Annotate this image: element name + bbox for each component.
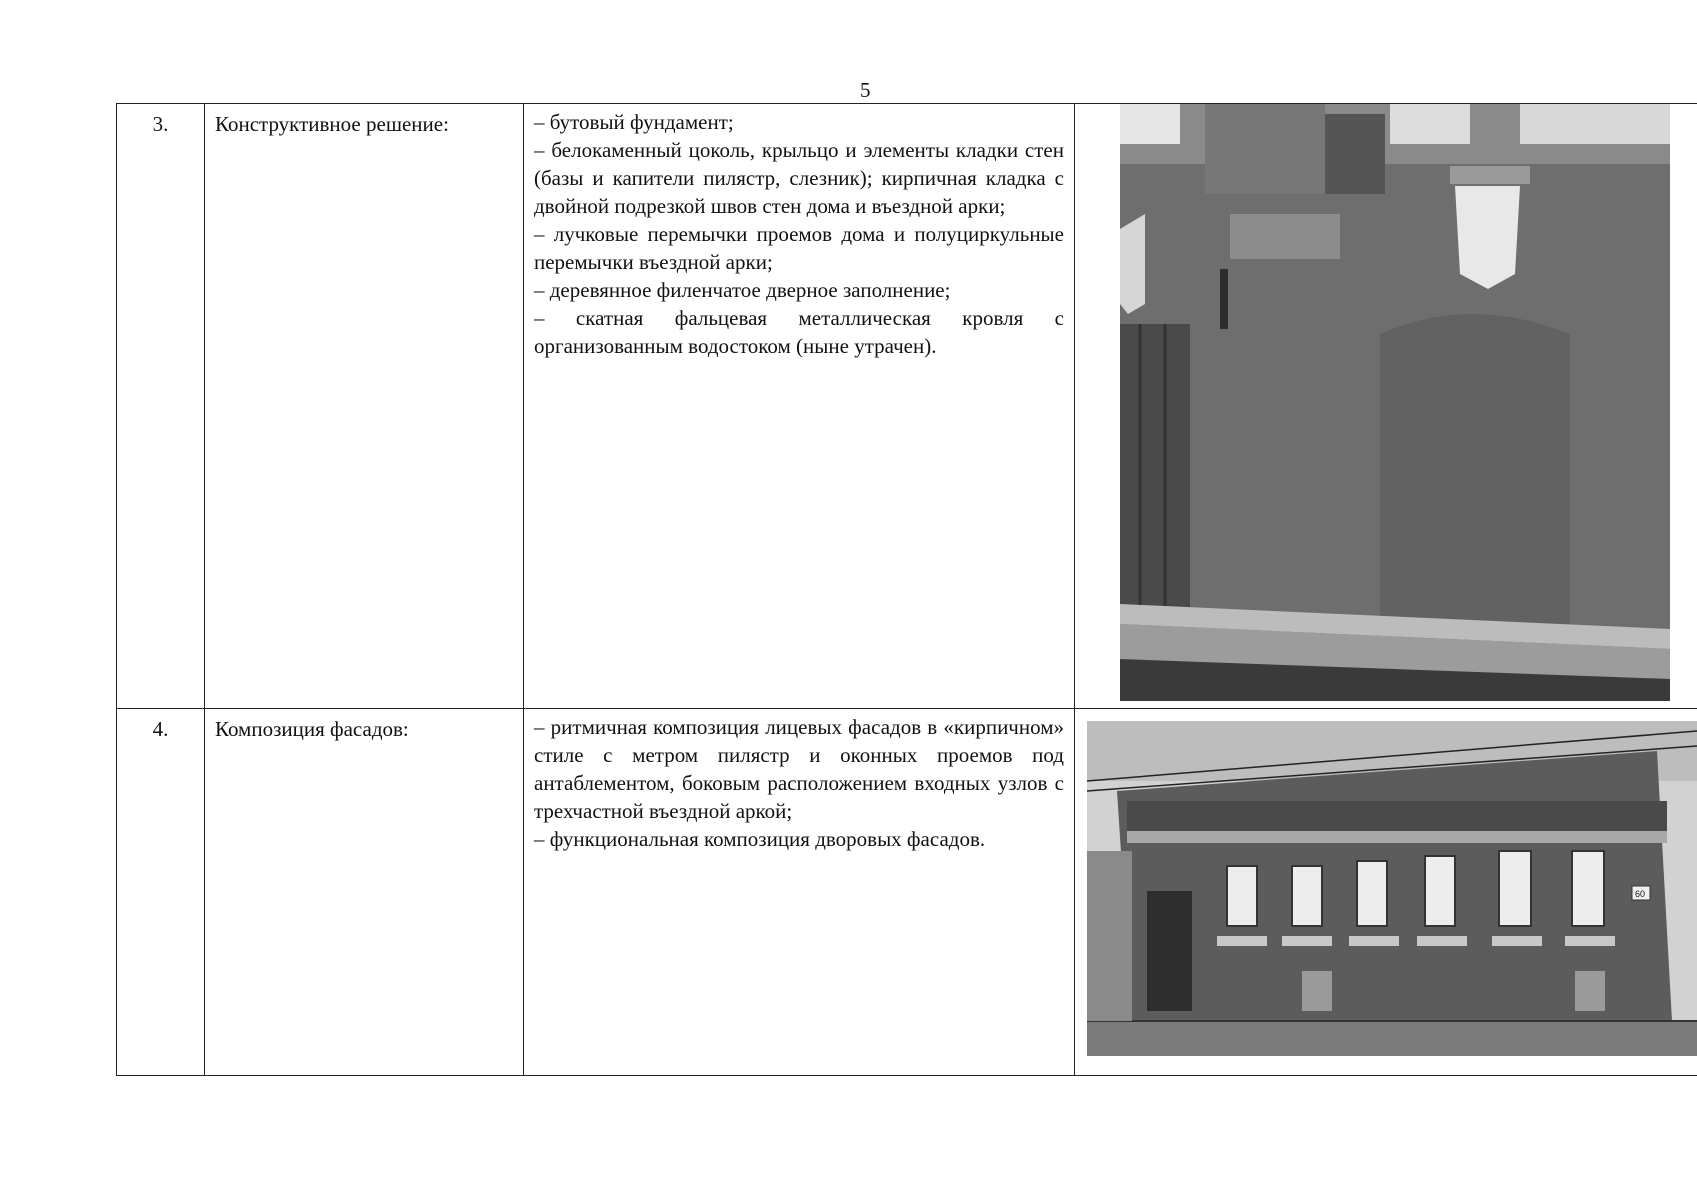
row-label: Композиция фасадов: bbox=[205, 709, 524, 1076]
description-line: – лучковые перемычки проемов дома и полуциркульные перемычки въездной арки; bbox=[534, 222, 1064, 274]
row-description bbox=[524, 104, 1075, 709]
description-line: – деревянное филенчатое дверное заполнение; bbox=[534, 278, 951, 302]
page-number: 5 bbox=[860, 78, 871, 102]
row-number: 4. bbox=[117, 709, 205, 1076]
table-row bbox=[117, 104, 1697, 709]
facade-photo bbox=[1087, 721, 1697, 1056]
row-label: Конструктивное решение: bbox=[205, 104, 524, 709]
photo-cell bbox=[1075, 104, 1697, 709]
description-line: – скатная фальцевая металлическая кровля с организованным водостоком (ныне утрачен). bbox=[534, 306, 1064, 358]
monument-description-table bbox=[116, 103, 1697, 1076]
description-line: – белокаменный цоколь, крыльцо и элементы кладки стен (базы и капители пилястр, слезник); кирпичная кладка с двойной подрезкой швов стен дома и въездной арки; bbox=[534, 138, 1064, 218]
description-line: – ритмичная композиция лицевых фасадов в «кирпичном» стиле с метром пилястр и оконных проемов под антаблементом, боковым расположением входных узлов с трехчастной въездной аркой; bbox=[534, 715, 1064, 823]
wall-detail-photo bbox=[1120, 104, 1670, 701]
description-line: – функциональная композиция дворовых фасадов. bbox=[534, 827, 986, 851]
row-number: 3. bbox=[117, 104, 205, 709]
table-row bbox=[117, 709, 1697, 1076]
row-description bbox=[524, 709, 1075, 1076]
description-line: – бутовый фундамент; bbox=[534, 110, 734, 134]
house-number-plate: 60 bbox=[1635, 889, 1646, 899]
photo-cell bbox=[1075, 709, 1697, 1076]
